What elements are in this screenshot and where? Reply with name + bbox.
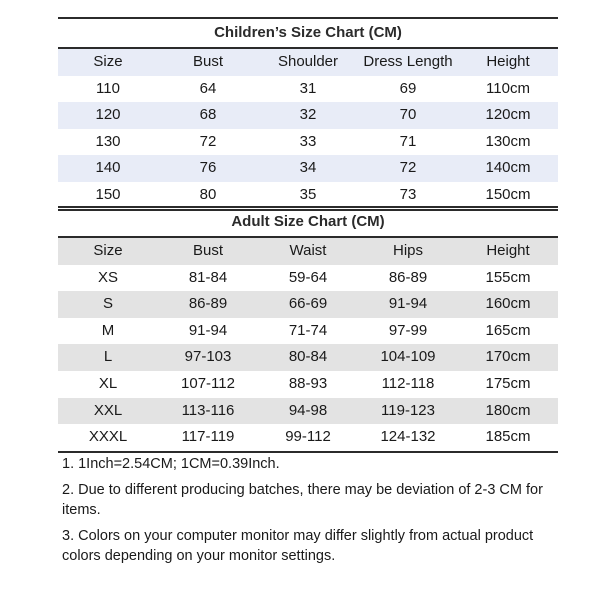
note-conversion: 1. 1Inch=2.54CM; 1CM=0.39Inch. xyxy=(62,456,280,472)
table-cell: 72 xyxy=(199,132,217,150)
table-cell: 72 xyxy=(358,155,458,182)
table-cell: M xyxy=(101,321,115,339)
note-monitor-colors: 3. Colors on your computer monitor may differ slightly from actual product colors depending on your monitor settings. xyxy=(62,528,534,564)
table-row xyxy=(58,102,558,129)
table-cell: 73 xyxy=(399,185,417,203)
size-notes xyxy=(62,454,562,572)
table-cell: 119-123 xyxy=(358,398,458,425)
table-cell: 113-116 xyxy=(158,398,258,425)
table-header-row xyxy=(58,49,558,76)
table-cell: 155cm xyxy=(485,268,531,286)
table-cell: 124-132 xyxy=(380,428,436,446)
table-cell: 80 xyxy=(199,185,217,203)
table-cell: 175cm xyxy=(485,374,531,392)
table-cell: 71 xyxy=(399,132,417,150)
header-height: Height xyxy=(458,49,558,76)
table-cell: 86-89 xyxy=(388,268,428,286)
table-cell: 69 xyxy=(399,79,417,97)
table-cell: 120cm xyxy=(458,102,558,129)
table-cell: 71-74 xyxy=(288,321,328,339)
table-cell: 97-103 xyxy=(158,344,258,371)
table-cell: XS xyxy=(97,268,118,286)
table-header-row xyxy=(58,238,558,265)
header-dress-length: Dress Length xyxy=(358,49,458,76)
table-cell: 66-69 xyxy=(258,291,358,318)
table-cell: 31 xyxy=(299,79,317,97)
table-cell: 64 xyxy=(199,79,217,97)
table-cell: 32 xyxy=(258,102,358,129)
table-cell: 110 xyxy=(96,79,120,97)
table-cell: 99-112 xyxy=(285,428,331,446)
table-cell: 34 xyxy=(258,155,358,182)
note-batch-deviation: 2. Due to different producing batches, there may be deviation of 2-3 CM for items. xyxy=(62,482,543,518)
table-row xyxy=(58,424,558,452)
table-cell: 107-112 xyxy=(181,374,235,392)
table-cell: 150cm xyxy=(485,185,531,203)
table-row xyxy=(58,318,558,345)
table-cell: 86-89 xyxy=(158,291,258,318)
table-row xyxy=(58,371,558,398)
table-cell: 104-109 xyxy=(358,344,458,371)
table-cell: 94-98 xyxy=(258,398,358,425)
table-cell: 185cm xyxy=(485,428,531,446)
table-cell: XXL xyxy=(58,398,158,425)
table-cell: XL xyxy=(98,374,118,392)
table-row xyxy=(58,129,558,156)
table-cell: 130cm xyxy=(485,132,531,150)
table-cell: 150 xyxy=(95,185,121,203)
table-cell: XXXL xyxy=(88,428,128,446)
table-cell: 68 xyxy=(158,102,258,129)
table-cell: 88-93 xyxy=(288,374,328,392)
table-cell: 130 xyxy=(95,132,121,150)
table-cell: L xyxy=(58,344,158,371)
table-cell: 35 xyxy=(299,185,317,203)
children-chart-title: Children’s Size Chart (CM) xyxy=(58,17,558,49)
table-cell: 140 xyxy=(58,155,158,182)
table-row xyxy=(58,344,558,371)
table-cell: 120 xyxy=(58,102,158,129)
table-cell: 117-119 xyxy=(181,428,235,446)
table-cell: 170cm xyxy=(458,344,558,371)
table-cell: 97-99 xyxy=(388,321,428,339)
table-cell: 160cm xyxy=(458,291,558,318)
header-hips: Hips xyxy=(358,238,458,265)
table-cell: 165cm xyxy=(485,321,531,339)
table-cell: 80-84 xyxy=(258,344,358,371)
header-bust: Bust xyxy=(158,49,258,76)
table-cell: 59-64 xyxy=(288,268,328,286)
header-bust: Bust xyxy=(158,238,258,265)
adult-chart-title: Adult Size Chart (CM) xyxy=(58,206,558,238)
table-row xyxy=(58,398,558,425)
table-cell: 91-94 xyxy=(188,321,228,339)
adult-size-table xyxy=(58,238,558,453)
header-size: Size xyxy=(58,49,158,76)
children-size-table xyxy=(58,49,558,211)
table-cell: 33 xyxy=(299,132,317,150)
table-cell: 180cm xyxy=(458,398,558,425)
table-row xyxy=(58,265,558,292)
table-row xyxy=(58,155,558,182)
table-cell: 76 xyxy=(158,155,258,182)
table-cell: 110cm xyxy=(486,79,530,97)
adult-size-chart xyxy=(58,206,558,453)
table-cell: 140cm xyxy=(458,155,558,182)
table-row xyxy=(58,76,558,103)
header-shoulder: Shoulder xyxy=(258,49,358,76)
header-waist: Waist xyxy=(258,238,358,265)
header-height: Height xyxy=(458,238,558,265)
table-cell: 81-84 xyxy=(188,268,228,286)
table-cell: 70 xyxy=(358,102,458,129)
header-size: Size xyxy=(58,238,158,265)
table-cell: S xyxy=(58,291,158,318)
children-size-chart xyxy=(58,17,558,211)
table-cell: 112-118 xyxy=(381,374,435,392)
table-cell: 91-94 xyxy=(358,291,458,318)
table-row xyxy=(58,291,558,318)
